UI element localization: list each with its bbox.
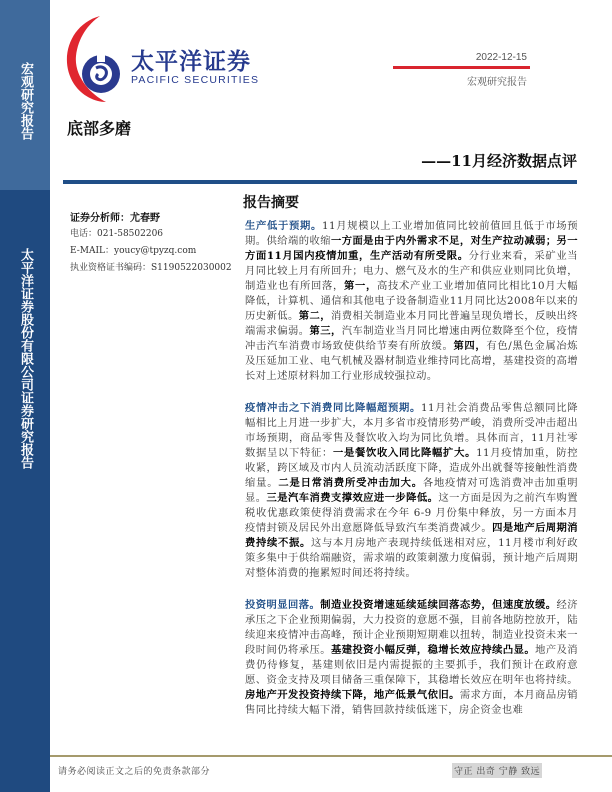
body-text: 这一方面是因为之前汽车购置税收优惠政策使得消费需求在今年 6-9 月份集中释放，另一方面本月疫情封锁及居民外出意愿降低导致汽车类消费减少。 [245,492,578,534]
body-text: 汽车制造业当月同比增速由两位数降至个位，疫情冲击汽车消费市场致使供给节奏有所放缓。 [245,325,578,352]
bold-text: 第四， [453,340,487,352]
footer-disclaimer: 请务必阅读正文之后的免责条款部分 [58,767,211,777]
header-red-rule [393,66,530,69]
bold-text: 第三， [309,325,342,337]
summary-heading: 报告摘要 [243,195,299,211]
body-text: 有色/黑色金属冶炼及压延加工业、电气机械及器材制造业维持同比高增，基建投资的高增长对上述原材料加工行业形成较强拉动。 [245,340,578,382]
report-title: 底部多磨 [67,119,132,138]
bold-text: 一是餐饮收入同比降幅扩大。 [333,447,477,459]
analyst-name: 证券分析师：尤春野 [70,213,160,224]
body-text: 经济承压之下企业预期偏弱，大力投资的意愿不强，目前各地防控放开，陆续迎来疫情冲击高峰，预计企业预期短期难以扭转，制造业投资未来一段时间仍将承压。 [245,599,578,656]
summary-paragraph [245,598,578,718]
body-text: 11月社会消费品零售总额同比降幅相比上月进一步扩大，本月多省市疫情形势严峻，消费所受冲击超出市场预期，商品零售及餐饮收入均为同比负增。具体而言，11月社零数据呈以下特征： [245,402,578,459]
bold-text: 第二， [298,310,331,322]
bold-text: 制造业投资增速延续延续回落态势，但速度放缓。 [320,599,557,611]
footer-motto: 守正 出奇 宁静 致远 [452,763,542,778]
body-text: 消费相关制造业本月同比普遍呈现负增长，反映出终端需求偏弱。 [245,310,578,337]
bold-text: 房地产开发投资持续下降，地产低景气依旧。 [245,689,460,701]
body-text: 11月疫情加重，防控收紧，跨区域及市内人员流动活跃度下降，造成外出就餐等接触性消费缩量。 [245,447,579,489]
body-text: 需求方面，本月商品房销售同比持续大幅下滑，销售回款持续低迷下，房企资金也难 [245,689,579,716]
paragraph-lead: 投资明显回落。 [245,599,321,611]
brand-name-cn: 太平洋证券 [131,49,251,75]
body-text: 地产及消费仍待修复，基建则依旧是内需提振的主要抓手，我们预计在政府意愿、资金支持及项目储备三重保障下，其稳增长效应在明年也将持续。 [245,644,579,686]
sidebar-company: 太平洋证券股份有限公司证券研究报告 [18,248,33,469]
body-text: 分行业来看，采矿业当月同比较上月有所回升；电力、燃气及水的生产和供应业则同比负增，制造业也有所回落， [245,250,579,292]
body-text: 11月规模以上工业增加值同比较前值回且低于市场预期。供给端的收缩 [245,220,578,247]
body-text: 这与本月房地产表现持续低迷相对应，11月楼市利好政策多集中于供给端融资，需求端的政策刺激力度偏弱，预计地产后周期对整体消费的拖累短时间还将持续。 [245,537,578,579]
bold-text: 基建投资小幅反弹，稳增长效应持续凸显。 [330,644,536,656]
bold-text: 三是汽车消费支撑效应进一步降低。 [266,492,439,504]
footer-divider [50,755,612,757]
sidebar-report-type: 宏观研究报告 [18,62,33,140]
pacific-securities-logo [60,14,130,104]
body-text: 高技术产业工业增加值同比相比10月大幅降低，计算机、通信和其他电子设备制造业11月同比达2008年以来的历史新低。 [245,280,578,322]
bold-text: 一方面是由于内外需求不足，对生产拉动减弱；另一方面11月国内疫情加重，生产活动有所受限。 [245,235,578,262]
report-type: 宏观研究报告 [467,77,527,88]
summary-body [245,219,578,735]
brand-name-en: PACIFIC SECURITIES [131,74,260,86]
analyst-info [70,209,238,277]
bold-text: 二是日常消费所受冲击加大。 [278,477,423,489]
body-text: 各地疫情对可选消费冲击加重明显。 [245,477,578,504]
report-date: 2022-12-15 [475,52,527,63]
bold-text: 四是地产后周期消费持续不振。 [245,522,578,549]
analyst-phone: 电话：021-58502206 [70,229,164,239]
paragraph-lead: 疫情冲击之下消费同比降幅超预期。 [245,402,422,414]
summary-paragraph [245,219,578,384]
report-subtitle: ——11月经济数据点评 [421,152,577,170]
title-divider [63,180,577,184]
paragraph-lead: 生产低于预期。 [245,220,323,232]
analyst-license: 执业资格证书编码：S1190522030002 [70,263,232,273]
analyst-email[interactable]: E-MAIL：youcy@tpyzq.com [70,246,197,256]
bold-text: 第一， [344,280,378,292]
summary-paragraph [245,401,578,581]
